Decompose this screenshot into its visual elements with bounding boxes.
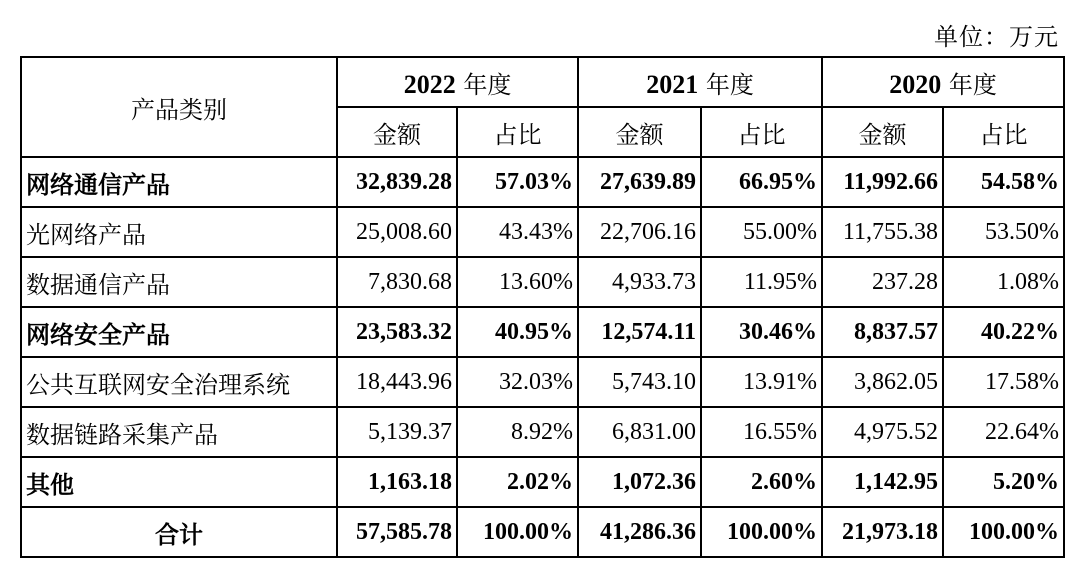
amount-cell: 41,286.36 [578, 507, 701, 557]
ratio-header: 占比 [701, 107, 822, 157]
year-header-2020 [822, 57, 1064, 107]
row-category-name: 公共互联网安全治理系统 [21, 357, 337, 407]
ratio-cell: 43.43% [457, 207, 578, 257]
amount-cell: 12,574.11 [578, 307, 701, 357]
amount-header: 金额 [578, 107, 701, 157]
row-category-name: 其他 [21, 457, 337, 507]
ratio-cell: 8.92% [457, 407, 578, 457]
row-category-name: 光网络产品 [21, 207, 337, 257]
amount-cell: 6,831.00 [578, 407, 701, 457]
amount-header: 金额 [822, 107, 943, 157]
ratio-cell: 16.55% [701, 407, 822, 457]
amount-cell: 5,139.37 [337, 407, 457, 457]
category-header: 产品类别 [21, 57, 337, 157]
unit-label: 单位：万元 [934, 23, 1059, 51]
amount-cell: 1,142.95 [822, 457, 943, 507]
ratio-cell: 54.58% [943, 157, 1064, 207]
amount-cell: 5,743.10 [578, 357, 701, 407]
year-suffix: 年度 [941, 70, 997, 99]
amount-cell: 1,072.36 [578, 457, 701, 507]
amount-cell: 8,837.57 [822, 307, 943, 357]
ratio-header: 占比 [457, 107, 578, 157]
ratio-cell: 53.50% [943, 207, 1064, 257]
amount-cell: 3,862.05 [822, 357, 943, 407]
amount-cell: 1,163.18 [337, 457, 457, 507]
ratio-header: 占比 [943, 107, 1064, 157]
amount-cell: 18,443.96 [337, 357, 457, 407]
amount-cell: 11,755.38 [822, 207, 943, 257]
revenue-by-product-table [20, 56, 1065, 558]
table-row [21, 457, 1064, 507]
year-number: 2021 [646, 69, 699, 99]
ratio-cell: 2.02% [457, 457, 578, 507]
ratio-cell: 55.00% [701, 207, 822, 257]
amount-cell: 4,933.73 [578, 257, 701, 307]
amount-cell: 4,975.52 [822, 407, 943, 457]
ratio-cell: 100.00% [701, 507, 822, 557]
row-category-name: 合计 [21, 507, 337, 557]
year-suffix: 年度 [455, 70, 512, 99]
ratio-cell: 13.60% [457, 257, 578, 307]
ratio-cell: 30.46% [701, 307, 822, 357]
ratio-cell: 100.00% [943, 507, 1064, 557]
table-row [21, 307, 1064, 357]
row-category-name: 数据通信产品 [21, 257, 337, 307]
ratio-cell: 40.95% [457, 307, 578, 357]
ratio-cell: 5.20% [943, 457, 1064, 507]
row-category-name: 网络安全产品 [21, 307, 337, 357]
ratio-cell: 100.00% [457, 507, 578, 557]
header-row-years [21, 57, 1064, 107]
table-row [21, 357, 1064, 407]
ratio-cell: 1.08% [943, 257, 1064, 307]
amount-cell: 27,639.89 [578, 157, 701, 207]
table-row [21, 207, 1064, 257]
ratio-cell: 40.22% [943, 307, 1064, 357]
ratio-cell: 66.95% [701, 157, 822, 207]
year-suffix: 年度 [698, 70, 754, 99]
amount-cell: 237.28 [822, 257, 943, 307]
ratio-cell: 22.64% [943, 407, 1064, 457]
amount-cell: 22,706.16 [578, 207, 701, 257]
amount-header: 金额 [337, 107, 457, 157]
table-row [21, 257, 1064, 307]
amount-cell: 11,992.66 [822, 157, 943, 207]
amount-cell: 21,973.18 [822, 507, 943, 557]
ratio-cell: 11.95% [701, 257, 822, 307]
table-row [21, 407, 1064, 457]
ratio-cell: 57.03% [457, 157, 578, 207]
table-row [21, 157, 1064, 207]
year-number: 2020 [889, 69, 942, 99]
ratio-cell: 2.60% [701, 457, 822, 507]
year-number: 2022 [403, 69, 456, 99]
year-header-2022 [337, 57, 578, 107]
table-row [21, 507, 1064, 557]
amount-cell: 25,008.60 [337, 207, 457, 257]
amount-cell: 32,839.28 [337, 157, 457, 207]
row-category-name: 网络通信产品 [21, 157, 337, 207]
ratio-cell: 32.03% [457, 357, 578, 407]
year-header-2021 [578, 57, 822, 107]
amount-cell: 57,585.78 [337, 507, 457, 557]
ratio-cell: 17.58% [943, 357, 1064, 407]
row-category-name: 数据链路采集产品 [21, 407, 337, 457]
amount-cell: 7,830.68 [337, 257, 457, 307]
ratio-cell: 13.91% [701, 357, 822, 407]
amount-cell: 23,583.32 [337, 307, 457, 357]
